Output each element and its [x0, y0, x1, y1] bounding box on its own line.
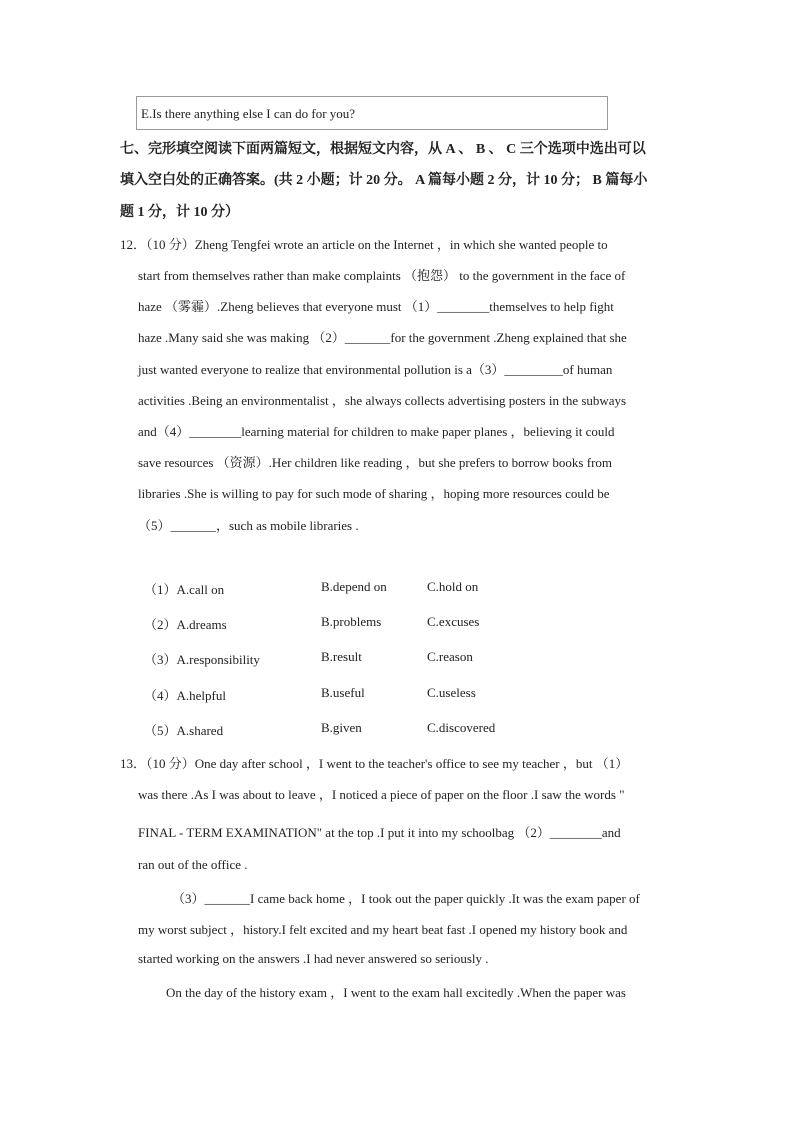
q12-line-5: just wanted everyone to realize that environmental pollution is a（3）_________of human	[138, 362, 613, 377]
q12-line-10: （5）_______，such as mobile libraries .	[138, 518, 359, 533]
q13-line-5: （3）_______I came back home ，I took out the paper quickly .It was the exam paper of	[172, 891, 640, 906]
q12-option-2-b: B.problems	[321, 614, 382, 629]
q12-option-4-b: B.useful	[321, 685, 365, 700]
q12-option-5-c: C.discovered	[427, 720, 496, 735]
section-heading-line-3: 题 1 分，计 10 分）	[120, 205, 239, 220]
q12-option-1-b: B.depend on	[321, 579, 387, 594]
q13-line-2: was there .As I was about to leave ，I noticed a piece of paper on the floor .I saw the words "	[138, 787, 625, 802]
q12-option-4-c: C.useless	[427, 685, 476, 700]
q12-option-1-a: （1）A.call on	[144, 582, 225, 597]
q12-line-9: libraries .She is willing to pay for such mode of sharing ，hoping more resources could be	[138, 486, 610, 501]
q12-line-2: start from themselves rather than make complaints （抱怨） to the government in the face of	[138, 268, 626, 283]
box-text: E.Is there anything else I can do for you?	[141, 106, 356, 121]
q12-line-3: haze （雾霾）.Zheng believes that everyone must （1）________themselves to help fight	[138, 299, 614, 314]
section-heading-line-1: 七、完形填空阅读下面两篇短文，根据短文内容，从 A 、 B 、 C 三个选项中选出可以	[120, 142, 646, 157]
q12-line-6: activities .Being an environmentalist ，she always collects advertising posters in the subways	[138, 393, 627, 408]
q12-option-2-a: （2）A.dreams	[144, 617, 227, 632]
q13-line-8: On the day of the history exam ，I went to the exam hall excitedly .When the paper was	[166, 985, 626, 1000]
q12-line-4: haze .Many said she was making （2）_______for the government .Zheng explained that she	[138, 330, 627, 345]
q13-line-1: 13．（10 分）One day after school ，I went to the teacher's office to see my teacher ，but （1）	[120, 756, 629, 771]
q12-option-3-c: C.reason	[427, 649, 473, 664]
q12-line-8: save resources （资源）.Her children like reading ，but she prefers to borrow books from	[138, 455, 613, 470]
q13-line-6: my worst subject ，history.I felt excited and my heart beat fast .I opened my history book and	[138, 922, 628, 937]
q12-option-2-c: C.excuses	[427, 614, 480, 629]
q12-option-1-c: C.hold on	[427, 579, 479, 594]
q12-option-4-a: （4）A.helpful	[144, 688, 226, 703]
q12-option-5-b: B.given	[321, 720, 362, 735]
q12-option-3-a: （3）A.responsibility	[144, 652, 260, 667]
q12-line-7: and（4）________learning material for children to make paper planes ，believing it could	[138, 424, 615, 439]
q12-line-1: 12．（10 分）Zheng Tengfei wrote an article on the Internet ，in which she wanted people to	[120, 237, 608, 252]
answer-option-box	[136, 96, 608, 130]
q12-option-5-a: （5）A.shared	[144, 723, 224, 738]
q12-option-3-b: B.result	[321, 649, 362, 664]
q13-line-7: started working on the answers .I had never answered so seriously .	[138, 951, 489, 966]
q13-line-3: FINAL - TERM EXAMINATION" at the top .I put it into my schoolbag （2）________and	[138, 825, 621, 840]
q13-line-4: ran out of the office .	[138, 857, 248, 872]
section-heading-line-2: 填入空白处的正确答案。(共 2 小题；计 20 分。 A 篇每小题 2 分，计 10 分； B 篇每小	[120, 173, 648, 188]
